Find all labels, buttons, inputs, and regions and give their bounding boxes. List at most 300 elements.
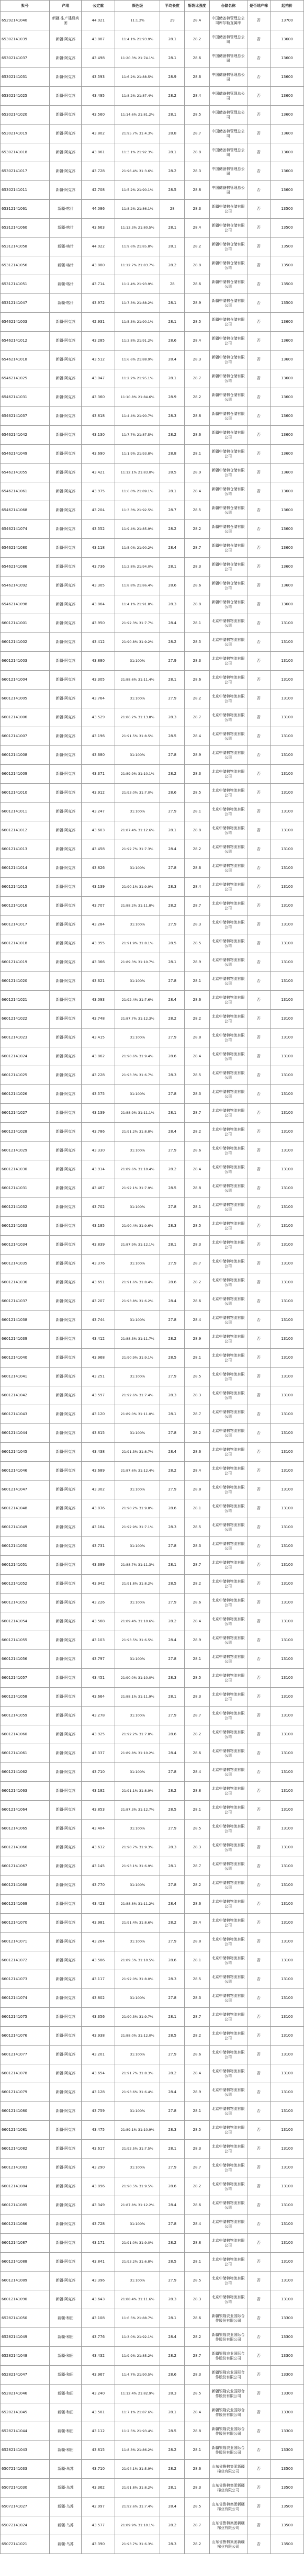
average-length-cell: 28.6	[160, 1047, 185, 1066]
header-average-length: 平均长度	[160, 1, 185, 12]
local-cotton-cell: 否	[247, 1914, 270, 1933]
local-cotton-cell: 否	[247, 1782, 270, 1801]
local-cotton-cell: 否	[247, 1255, 270, 1273]
color-grade-cell: 31:100%	[115, 1481, 160, 1499]
color-grade-cell: 31:100%	[115, 1650, 160, 1669]
commercial-weight-cell: 43.529	[82, 708, 115, 727]
local-cotton-cell: 否	[247, 1763, 270, 1782]
batch-number-cell: 66012141027	[1, 1104, 50, 1123]
color-grade-cell: 31:100%	[115, 1424, 160, 1443]
table-row	[1, 106, 304, 125]
table-row	[1, 558, 304, 577]
color-grade-cell: 21:87.3% 31:12.7%	[115, 1801, 160, 1820]
warehouse-cell: 北京中储棉物流有限公司	[209, 840, 247, 859]
commercial-weight-cell: 43.861	[82, 143, 115, 162]
breaking-strength-cell: 28.6	[185, 275, 209, 294]
local-cotton-cell: 否	[247, 143, 270, 162]
warehouse-cell: 北京中储棉物流有限公司	[209, 1481, 247, 1499]
breaking-strength-cell: 28.7	[185, 2347, 209, 2366]
local-cotton-cell: 否	[247, 1368, 270, 1386]
color-grade-cell: 31:100%	[115, 859, 160, 878]
breaking-strength-cell: 28.8	[185, 821, 209, 840]
breaking-strength-cell: 28.6	[185, 1895, 209, 1914]
origin-cell: 新疆-阿克苏	[50, 313, 82, 332]
average-length-cell: 27.9	[160, 1368, 185, 1386]
starting-price-cell: 13300	[271, 2328, 304, 2347]
starting-price-cell: 13100	[271, 1349, 304, 1368]
commercial-weight-cell: 43.512	[82, 351, 115, 369]
local-cotton-cell: 否	[247, 1820, 270, 1838]
color-grade-cell: 21:91.2% 31:8.8%	[115, 1123, 160, 1142]
table-row	[1, 2177, 304, 2196]
starting-price-cell: 13100	[271, 2272, 304, 2290]
starting-price-cell: 13100	[271, 1895, 304, 1914]
commercial-weight-cell: 43.864	[82, 595, 115, 614]
local-cotton-cell: 否	[247, 821, 270, 840]
origin-cell: 新疆-阿克苏	[50, 1255, 82, 1273]
commercial-weight-cell: 43.815	[82, 2441, 115, 2460]
warehouse-cell: 北京中储棉物流有限公司	[209, 803, 247, 821]
breaking-strength-cell: 28.3	[185, 1236, 209, 1255]
batch-number-cell: 66012141074	[1, 1989, 50, 2008]
breaking-strength-cell: 28.3	[185, 2366, 209, 2385]
breaking-strength-cell: 28.6	[185, 2196, 209, 2215]
local-cotton-cell: 否	[247, 2159, 270, 2177]
breaking-strength-cell: 28.7	[185, 1707, 209, 1725]
local-cotton-cell: 否	[247, 1537, 270, 1556]
color-grade-cell: 11:5.2% 21:90.1%	[115, 181, 160, 200]
color-grade-cell: 11:13.3% 21:80.5%	[115, 219, 160, 238]
batch-number-cell: 66012141006	[1, 708, 50, 727]
breaking-strength-cell: 28.5	[185, 1368, 209, 1386]
origin-cell: 新疆-阿克苏	[50, 1405, 82, 1424]
average-length-cell: 28.6	[160, 2366, 185, 2385]
origin-cell: 新疆-阿克苏	[50, 1481, 82, 1499]
table-row	[1, 1650, 304, 1669]
batch-number-cell: 66012141077	[1, 2046, 50, 2064]
commercial-weight-cell: 43.451	[82, 1669, 115, 1688]
warehouse-cell: 北京中储棉物流有限公司	[209, 2253, 247, 2272]
local-cotton-cell: 否	[247, 727, 270, 746]
table-row	[1, 2441, 304, 2460]
color-grade-cell: 21:88.7% 31:11.3%	[115, 1556, 160, 1575]
local-cotton-cell: 否	[247, 2403, 270, 2422]
table-row	[1, 1330, 304, 1349]
starting-price-cell: 13100	[271, 803, 304, 821]
table-row	[1, 2309, 304, 2328]
warehouse-cell: 北京中储棉物流有限公司	[209, 953, 247, 972]
local-cotton-cell: 否	[247, 1273, 270, 1292]
origin-cell: 新疆-阿克苏	[50, 2083, 82, 2102]
warehouse-cell: 新疆中储棉仓储有限公司	[209, 275, 247, 294]
average-length-cell: 28.1	[160, 671, 185, 690]
local-cotton-cell: 否	[247, 407, 270, 426]
breaking-strength-cell: 28.1	[185, 1650, 209, 1669]
warehouse-cell: 北京中储棉物流有限公司	[209, 1104, 247, 1123]
warehouse-cell: 新疆中储棉仓储有限公司	[209, 482, 247, 501]
color-grade-cell: 31:100%	[115, 1255, 160, 1273]
commercial-weight-cell: 43.560	[82, 106, 115, 125]
commercial-weight-cell: 43.376	[82, 1255, 115, 1273]
origin-cell: 新疆-阿克苏	[50, 30, 82, 49]
table-row	[1, 1160, 304, 1179]
warehouse-cell: 北京中储棉物流有限公司	[209, 2290, 247, 2309]
table-row	[1, 1123, 304, 1142]
average-length-cell: 28.1	[160, 219, 185, 238]
table-row	[1, 1386, 304, 1405]
batch-number-cell: 66012141080	[1, 2102, 50, 2121]
local-cotton-cell: 否	[247, 501, 270, 520]
breaking-strength-cell: 28.3	[185, 652, 209, 671]
commercial-weight-cell: 43.412	[82, 633, 115, 652]
commercial-weight-cell: 43.690	[82, 445, 115, 464]
batch-number-cell: 66012141085	[1, 2196, 50, 2215]
breaking-strength-cell: 28.8	[185, 2422, 209, 2441]
batch-number-cell: 65462141018	[1, 351, 50, 369]
average-length-cell: 28.1	[160, 294, 185, 313]
warehouse-cell: 新疆中储棉仓储有限公司	[209, 332, 247, 351]
commercial-weight-cell: 43.404	[82, 1820, 115, 1838]
origin-cell: 新疆-阿克苏	[50, 916, 82, 934]
average-length-cell: 28.5	[160, 727, 185, 746]
local-cotton-cell: 否	[247, 633, 270, 652]
local-cotton-cell: 否	[247, 68, 270, 87]
origin-cell: 新疆-阿克苏	[50, 614, 82, 633]
color-grade-cell: 21:91.5% 31:8.5%	[115, 727, 160, 746]
color-grade-cell: 21:93.1% 31:6.9%	[115, 1857, 160, 1876]
commercial-weight-cell: 43.770	[82, 1876, 115, 1895]
batch-number-cell: 66012141043	[1, 1405, 50, 1424]
warehouse-cell: 北京中储棉物流有限公司	[209, 1857, 247, 1876]
starting-price-cell: 13100	[271, 991, 304, 1010]
warehouse-cell: 中国储备棉管理总公司	[209, 106, 247, 125]
local-cotton-cell: 否	[247, 2027, 270, 2046]
batch-number-cell: 65462141061	[1, 482, 50, 501]
table-row	[1, 859, 304, 878]
origin-cell: 新疆-阿克苏	[50, 87, 82, 106]
average-length-cell: 28.2	[160, 1010, 185, 1029]
local-cotton-cell: 否	[247, 332, 270, 351]
average-length-cell: 28.1	[160, 1857, 185, 1876]
batch-number-cell: 65462141098	[1, 595, 50, 614]
average-length-cell: 28.3	[160, 708, 185, 727]
table-row	[1, 2403, 304, 2422]
average-length-cell: 27.9	[160, 916, 185, 934]
breaking-strength-cell: 28.4	[185, 332, 209, 351]
local-cotton-cell: 否	[247, 2328, 270, 2347]
average-length-cell: 28.5	[160, 1349, 185, 1368]
breaking-strength-cell: 28.3	[185, 162, 209, 181]
starting-price-cell: 13700	[271, 12, 304, 30]
breaking-strength-cell: 28.3	[185, 1838, 209, 1857]
batch-number-cell: 65462141031	[1, 388, 50, 407]
table-row	[1, 407, 304, 426]
color-grade-cell: 21:93.8% 31:6.2%	[115, 1292, 160, 1311]
origin-cell: 新疆-阿克苏	[50, 1160, 82, 1179]
commercial-weight-cell: 43.593	[82, 68, 115, 87]
warehouse-cell: 北京中储棉物流有限公司	[209, 708, 247, 727]
origin-cell: 新疆-阿克苏	[50, 1217, 82, 1236]
batch-number-cell: 66012141025	[1, 1066, 50, 1085]
batch-number-cell: 65302141037	[1, 49, 50, 68]
average-length-cell: 28.3	[160, 2385, 185, 2403]
commercial-weight-cell: 42.708	[82, 181, 115, 200]
breaking-strength-cell: 28.7	[185, 2159, 209, 2177]
table-row	[1, 1594, 304, 1612]
commercial-weight-cell: 43.284	[82, 916, 115, 934]
batch-number-cell: 66012141019	[1, 953, 50, 972]
origin-cell: 新疆-阿克苏	[50, 2064, 82, 2083]
table-row	[1, 916, 304, 934]
local-cotton-cell: 否	[247, 1142, 270, 1160]
warehouse-cell: 北京中储棉物流有限公司	[209, 1066, 247, 1085]
local-cotton-cell: 否	[247, 1386, 270, 1405]
table-row	[1, 1066, 304, 1085]
table-row	[1, 953, 304, 972]
average-length-cell: 28.7	[160, 501, 185, 520]
breaking-strength-cell: 28.2	[185, 2328, 209, 2347]
starting-price-cell: 13100	[271, 2140, 304, 2159]
commercial-weight-cell: 43.968	[82, 1349, 115, 1368]
average-length-cell: 28.3	[160, 1066, 185, 1085]
origin-cell: 新疆-阿克苏	[50, 652, 82, 671]
commercial-weight-cell: 43.680	[82, 746, 115, 765]
average-length-cell: 28.6	[160, 1499, 185, 1518]
commercial-weight-cell: 43.972	[82, 294, 115, 313]
breaking-strength-cell: 28.4	[185, 1914, 209, 1933]
table-row	[1, 1085, 304, 1104]
batch-number-cell: 65312141047	[1, 294, 50, 313]
batch-number-cell: 65072141021	[1, 2535, 50, 2554]
breaking-strength-cell: 28.2	[185, 238, 209, 256]
batch-number-cell: 65302141011	[1, 181, 50, 200]
breaking-strength-cell: 28.7	[185, 708, 209, 727]
table-row	[1, 1010, 304, 1029]
average-length-cell: 28	[160, 200, 185, 219]
commercial-weight-cell: 43.228	[82, 1066, 115, 1085]
local-cotton-cell: 否	[247, 953, 270, 972]
warehouse-cell: 山东省鲁棉集团新疆棉业有限公司	[209, 2498, 247, 2516]
batch-number-cell: 65462141080	[1, 539, 50, 558]
warehouse-cell: 北京中储棉物流有限公司	[209, 1273, 247, 1292]
local-cotton-cell: 否	[247, 1104, 270, 1123]
commercial-weight-cell: 43.776	[82, 2328, 115, 2347]
origin-cell: 新疆-阿克苏	[50, 1688, 82, 1707]
starting-price-cell: 13100	[271, 2234, 304, 2253]
local-cotton-cell: 否	[247, 2441, 270, 2460]
starting-price-cell: 13100	[271, 1160, 304, 1179]
commercial-weight-cell: 43.853	[82, 1801, 115, 1820]
starting-price-cell: 13600	[271, 49, 304, 68]
local-cotton-cell: 否	[247, 2215, 270, 2234]
color-grade-cell: 21:90.6% 31:9.4%	[115, 1047, 160, 1066]
color-grade-cell: 11:5.0% 21:90.2%	[115, 539, 160, 558]
average-length-cell: 28.1	[160, 1688, 185, 1707]
average-length-cell: 27.9	[160, 1255, 185, 1273]
local-cotton-cell: 否	[247, 87, 270, 106]
commercial-weight-cell: 43.396	[82, 2272, 115, 2290]
average-length-cell: 27.9	[160, 803, 185, 821]
color-grade-cell: 11:12.4% 21:82.9%	[115, 2385, 160, 2403]
commercial-weight-cell: 43.305	[82, 577, 115, 595]
commercial-weight-cell: 43.247	[82, 803, 115, 821]
origin-cell: 新疆-阿克苏	[50, 803, 82, 821]
origin-cell: 新疆-阿克苏	[50, 1801, 82, 1820]
warehouse-cell: 北京中储棉物流有限公司	[209, 1349, 247, 1368]
header-origin: 产地	[50, 1, 82, 12]
color-grade-cell: 21:92.9% 31:7.1%	[115, 1518, 160, 1537]
color-grade-cell: 31:100%	[115, 972, 160, 991]
local-cotton-cell: 否	[247, 614, 270, 633]
commercial-weight-cell: 43.108	[82, 2309, 115, 2328]
starting-price-cell: 13600	[271, 30, 304, 49]
average-length-cell: 28.1	[160, 369, 185, 388]
origin-cell: 新疆-乌苏	[50, 2460, 82, 2479]
table-row	[1, 200, 304, 219]
color-grade-cell: 31:100%	[115, 1876, 160, 1895]
breaking-strength-cell: 28.6	[185, 1744, 209, 1763]
average-length-cell: 28.3	[160, 1386, 185, 1405]
batch-number-cell: 65292141040	[1, 12, 50, 30]
warehouse-cell: 北京中储棉物流有限公司	[209, 1142, 247, 1160]
table-row	[1, 482, 304, 501]
warehouse-cell: 北京中储棉物流有限公司	[209, 1179, 247, 1198]
warehouse-cell: 北京中储棉物流有限公司	[209, 1801, 247, 1820]
local-cotton-cell: 否	[247, 1047, 270, 1066]
origin-cell: 新疆-阿克苏	[50, 1499, 82, 1518]
table-row	[1, 1744, 304, 1763]
color-grade-cell: 21:90.1% 31:9.9%	[115, 878, 160, 897]
breaking-strength-cell: 28.3	[185, 1688, 209, 1707]
commercial-weight-cell: 42.931	[82, 313, 115, 332]
table-row	[1, 1631, 304, 1650]
average-length-cell: 28.2	[160, 87, 185, 106]
breaking-strength-cell: 28.6	[185, 859, 209, 878]
batch-number-cell: 65462141037	[1, 407, 50, 426]
table-row	[1, 2064, 304, 2083]
batch-number-cell: 66012141058	[1, 1688, 50, 1707]
local-cotton-cell: 否	[247, 859, 270, 878]
warehouse-cell: 北京中储棉物流有限公司	[209, 1292, 247, 1311]
header-commercial-weight: 公定重	[82, 1, 115, 12]
table-row	[1, 162, 304, 181]
color-grade-cell: 21:91.7% 31:8.3%	[115, 2064, 160, 2083]
color-grade-cell: 21:90.9% 31:9.1%	[115, 1349, 160, 1368]
commercial-weight-cell: 43.896	[82, 2177, 115, 2196]
local-cotton-cell: 否	[247, 369, 270, 388]
origin-cell: 新疆-阿克苏	[50, 49, 82, 68]
color-grade-cell: 11:4.4% 21:90.7%	[115, 407, 160, 426]
starting-price-cell: 13500	[271, 2460, 304, 2479]
local-cotton-cell: 否	[247, 2535, 270, 2554]
origin-cell: 新疆-阿克苏	[50, 482, 82, 501]
commercial-weight-cell: 43.914	[82, 1160, 115, 1179]
header-batch-number: 批号	[1, 1, 50, 12]
color-grade-cell: 21:90.2% 31:9.8%	[115, 1499, 160, 1518]
starting-price-cell: 13100	[271, 1933, 304, 1951]
breaking-strength-cell: 28.5	[185, 633, 209, 652]
local-cotton-cell: 否	[247, 1970, 270, 1989]
starting-price-cell: 13100	[271, 2215, 304, 2234]
color-grade-cell: 31:100%	[115, 1537, 160, 1556]
table-row	[1, 1311, 304, 1330]
breaking-strength-cell: 28.7	[185, 539, 209, 558]
commercial-weight-cell: 43.130	[82, 426, 115, 445]
average-length-cell: 28.4	[160, 1123, 185, 1142]
average-length-cell: 27.9	[160, 1142, 185, 1160]
starting-price-cell: 13300	[271, 2366, 304, 2385]
color-grade-cell: 31:100%	[115, 690, 160, 708]
origin-cell: 新疆-阿克苏	[50, 972, 82, 991]
starting-price-cell: 13600	[271, 351, 304, 369]
average-length-cell: 28.1	[160, 49, 185, 68]
table-row	[1, 2046, 304, 2064]
local-cotton-cell: 否	[247, 1481, 270, 1499]
commercial-weight-cell: 43.093	[82, 991, 115, 1010]
breaking-strength-cell: 28.3	[185, 916, 209, 934]
breaking-strength-cell: 28.3	[185, 765, 209, 784]
batch-number-cell: 65302141025	[1, 87, 50, 106]
local-cotton-cell: 否	[247, 1198, 270, 1217]
starting-price-cell: 13100	[271, 1556, 304, 1575]
local-cotton-cell: 否	[247, 313, 270, 332]
warehouse-cell: 新疆银隆农业国际合作股份有限公司	[209, 2366, 247, 2385]
starting-price-cell: 13100	[271, 1236, 304, 1255]
breaking-strength-cell: 28.7	[185, 369, 209, 388]
breaking-strength-cell: 28.6	[185, 1594, 209, 1612]
batch-number-cell: 66012141018	[1, 934, 50, 953]
table-row	[1, 727, 304, 746]
average-length-cell: 28.4	[160, 2498, 185, 2516]
commercial-weight-cell: 43.475	[82, 2121, 115, 2140]
starting-price-cell: 13500	[271, 238, 304, 256]
breaking-strength-cell: 28.1	[185, 2253, 209, 2272]
origin-cell: 新疆-阿克苏	[50, 464, 82, 482]
batch-number-cell: 65312141058	[1, 238, 50, 256]
batch-number-cell: 65282141047	[1, 2366, 50, 2385]
origin-cell: 新疆-阿克苏	[50, 690, 82, 708]
average-length-cell: 27.9	[160, 690, 185, 708]
batch-number-cell: 66012141020	[1, 972, 50, 991]
batch-number-cell: 66012141057	[1, 1669, 50, 1688]
average-length-cell: 28.4	[160, 2328, 185, 2347]
color-grade-cell: 21:88.8% 31:11.2%	[115, 1895, 160, 1914]
origin-cell: 新疆-乌苏	[50, 2498, 82, 2516]
average-length-cell: 27.8	[160, 1424, 185, 1443]
origin-cell: 新疆-阿克苏	[50, 1179, 82, 1198]
color-grade-cell: 31:100%	[115, 803, 160, 821]
batch-number-cell: 66012141090	[1, 2290, 50, 2309]
color-grade-cell: 21:93.2% 31:6.8%	[115, 2253, 160, 2272]
origin-cell: 新疆-阿克苏	[50, 2234, 82, 2253]
local-cotton-cell: 否	[247, 162, 270, 181]
average-length-cell: 28.1	[160, 2140, 185, 2159]
color-grade-cell: 11:7.1% 21:87.6%	[115, 2403, 160, 2422]
origin-cell: 新疆-阿克苏	[50, 2290, 82, 2309]
batch-number-cell: 66012141007	[1, 727, 50, 746]
table-row	[1, 1838, 304, 1857]
color-grade-cell: 31:100%	[115, 1763, 160, 1782]
warehouse-cell: 山东省鲁棉集团新疆棉业有限公司	[209, 2535, 247, 2554]
commercial-weight-cell: 43.432	[82, 2347, 115, 2366]
table-row	[1, 2159, 304, 2177]
color-grade-cell: 21:90.8% 31:9.2%	[115, 633, 160, 652]
table-row	[1, 2535, 304, 2554]
color-grade-cell: 11:2.8% 21:94.0%	[115, 558, 160, 577]
breaking-strength-cell: 28.6	[185, 49, 209, 68]
commercial-weight-cell: 43.689	[82, 1462, 115, 1481]
breaking-strength-cell: 28.2	[185, 690, 209, 708]
